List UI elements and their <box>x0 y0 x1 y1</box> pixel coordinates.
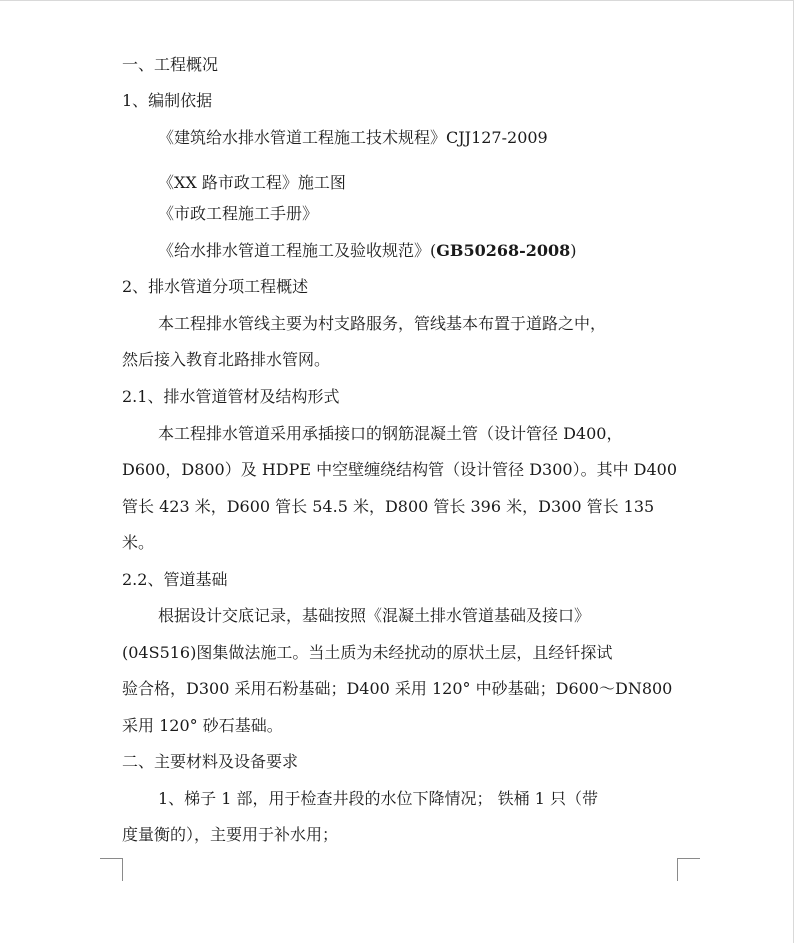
reference-code: GB50268-2008 <box>436 241 571 260</box>
reference-text: 《给水排水管道工程施工及验收规范》( <box>158 241 437 260</box>
crop-mark-right <box>677 858 700 881</box>
subsection-heading: 1、编制依据 <box>122 91 213 110</box>
paragraph-line: (04S516)图集做法施工。当土质为未经扰动的原状土层，且经钎探试 <box>122 643 613 662</box>
paragraph-line: 度量衡的），主要用于补水用； <box>122 825 339 844</box>
paragraph-line: 管长 423 米，D600 管长 54.5 米，D800 管长 396 米，D300 管长 135 <box>122 497 655 516</box>
paragraph-line: 然后接入教育北路排水管网。 <box>122 350 331 369</box>
crop-mark-left <box>100 858 123 881</box>
reference-item: 《XX 路市政工程》施工图 <box>158 173 346 192</box>
page-edge-top <box>0 0 794 1</box>
subsection-heading: 2.2、管道基础 <box>122 570 228 589</box>
reference-item <box>158 240 577 262</box>
paragraph-line: 本工程排水管线主要为村支路服务，管线基本布置于道路之中， <box>158 314 607 333</box>
paragraph-line: 本工程排水管道采用承插接口的钢筋混凝土管（设计管径 D400， <box>158 424 623 443</box>
paragraph-line: 1、梯子 1 部，用于检查井段的水位下降情况； 铁桶 1 只（带 <box>158 789 598 808</box>
subsection-heading: 2、排水管道分项工程概述 <box>122 277 309 296</box>
subsection-heading: 2.1、排水管道管材及结构形式 <box>122 387 340 406</box>
section-heading: 二、主要材料及设备要求 <box>122 752 299 771</box>
paragraph-line: 根据设计交底记录，基础按照《混凝土排水管道基础及接口》 <box>158 606 591 625</box>
paragraph-line: D600，D800）及 HDPE 中空壁缠绕结构管（设计管径 D300）。其中 D400 <box>122 460 678 479</box>
section-heading: 一、工程概况 <box>122 55 219 74</box>
paragraph-line: 米。 <box>122 533 155 552</box>
reference-item: 《建筑给水排水管道工程施工技术规程》CJJ127-2009 <box>158 128 548 147</box>
paragraph-line: 验合格，D300 采用石粉基础；D400 采用 120° 中砂基础；D600～DN800 <box>122 679 673 698</box>
reference-item: 《市政工程施工手册》 <box>158 204 319 223</box>
reference-close: ) <box>570 241 577 260</box>
paragraph-line: 采用 120° 砂石基础。 <box>122 716 283 735</box>
